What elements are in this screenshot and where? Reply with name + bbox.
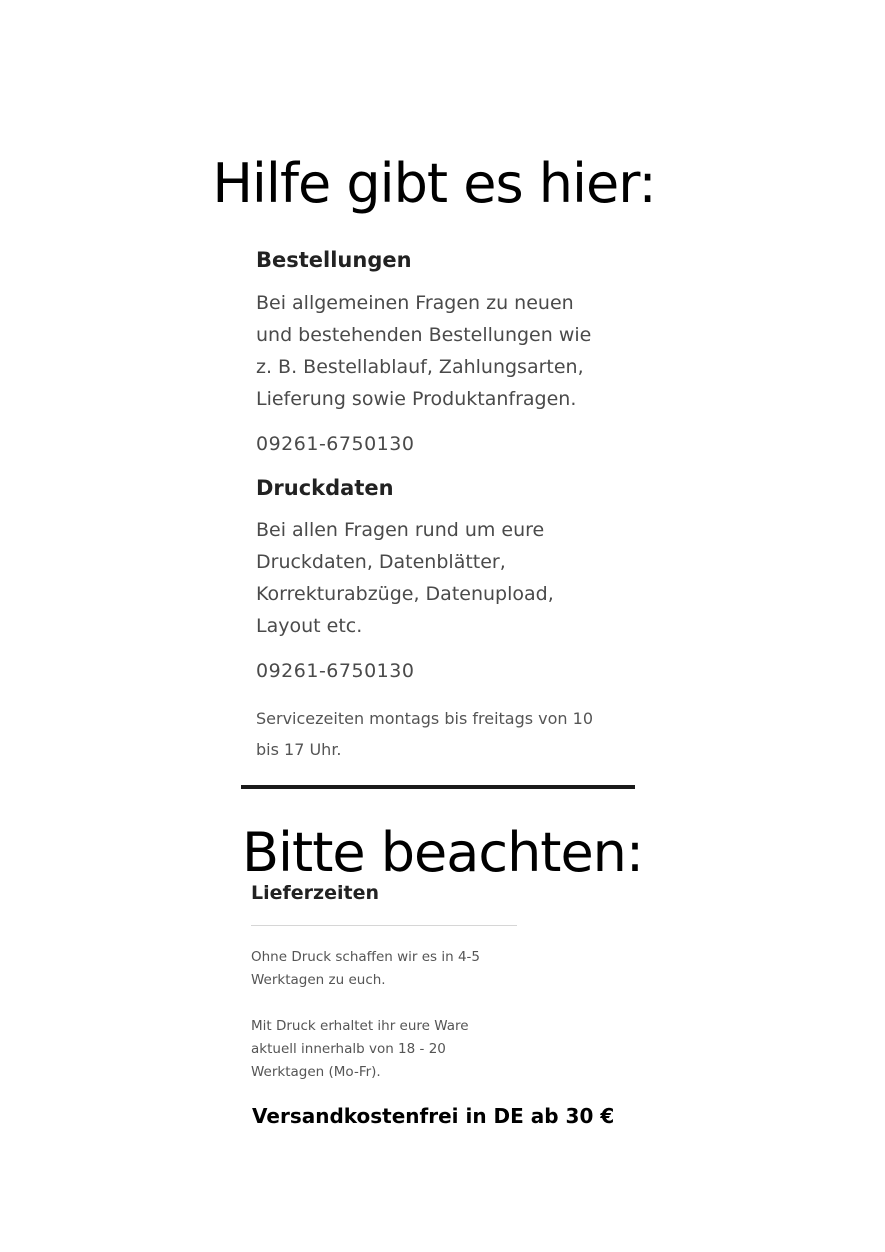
printdata-title: Druckdaten [256, 476, 394, 500]
section-divider [241, 785, 635, 789]
orders-description-line: Lieferung sowie Produktanfragen. [256, 388, 577, 410]
service-hours-line: Servicezeiten montags bis freitags von 10 [256, 709, 594, 728]
delivery-with-print-line: aktuell innerhalb von 18 - 20 [251, 1041, 446, 1057]
notice-heading: Bitte beachten: [242, 821, 644, 884]
service-hours-line: bis 17 Uhr. [256, 740, 342, 759]
orders-title: Bestellungen [256, 248, 412, 272]
printdata-description-line: Layout etc. [256, 615, 363, 637]
delivery-with-print-line: Werktagen (Mo-Fr). [251, 1064, 381, 1080]
orders-description-line: Bei allgemeinen Fragen zu neuen [256, 292, 574, 314]
shipping-note: Versandkostenfrei in DE ab 30 € [252, 1104, 615, 1128]
orders-description-line: und bestehenden Bestellungen wie [256, 324, 592, 346]
service-hours [256, 703, 656, 765]
delivery-with-print-line: Mit Druck erhaltet ihr eure Ware [251, 1018, 469, 1034]
orders-description-line: z. B. Bestellablauf, Zahlungsarten, [256, 356, 584, 378]
orders-phone[interactable]: 09261-6750130 [256, 433, 415, 455]
orders-description [256, 287, 656, 415]
delivery-without-print-line: Ohne Druck schaffen wir es in 4-5 [251, 949, 481, 965]
delivery-without-print-line: Werktagen zu euch. [251, 972, 386, 988]
printdata-description-line: Druckdaten, Datenblätter, [256, 551, 506, 573]
printdata-description-line: Korrekturabzüge, Datenupload, [256, 583, 554, 605]
delivery-with-print [251, 1015, 551, 1084]
help-heading: Hilfe gibt es hier: [212, 152, 656, 215]
printdata-description-line: Bei allen Fragen rund um eure [256, 519, 545, 541]
delivery-divider [251, 925, 517, 926]
delivery-title: Lieferzeiten [251, 882, 379, 904]
delivery-without-print [251, 946, 551, 992]
printdata-description [256, 514, 656, 642]
printdata-phone[interactable]: 09261-6750130 [256, 660, 415, 682]
